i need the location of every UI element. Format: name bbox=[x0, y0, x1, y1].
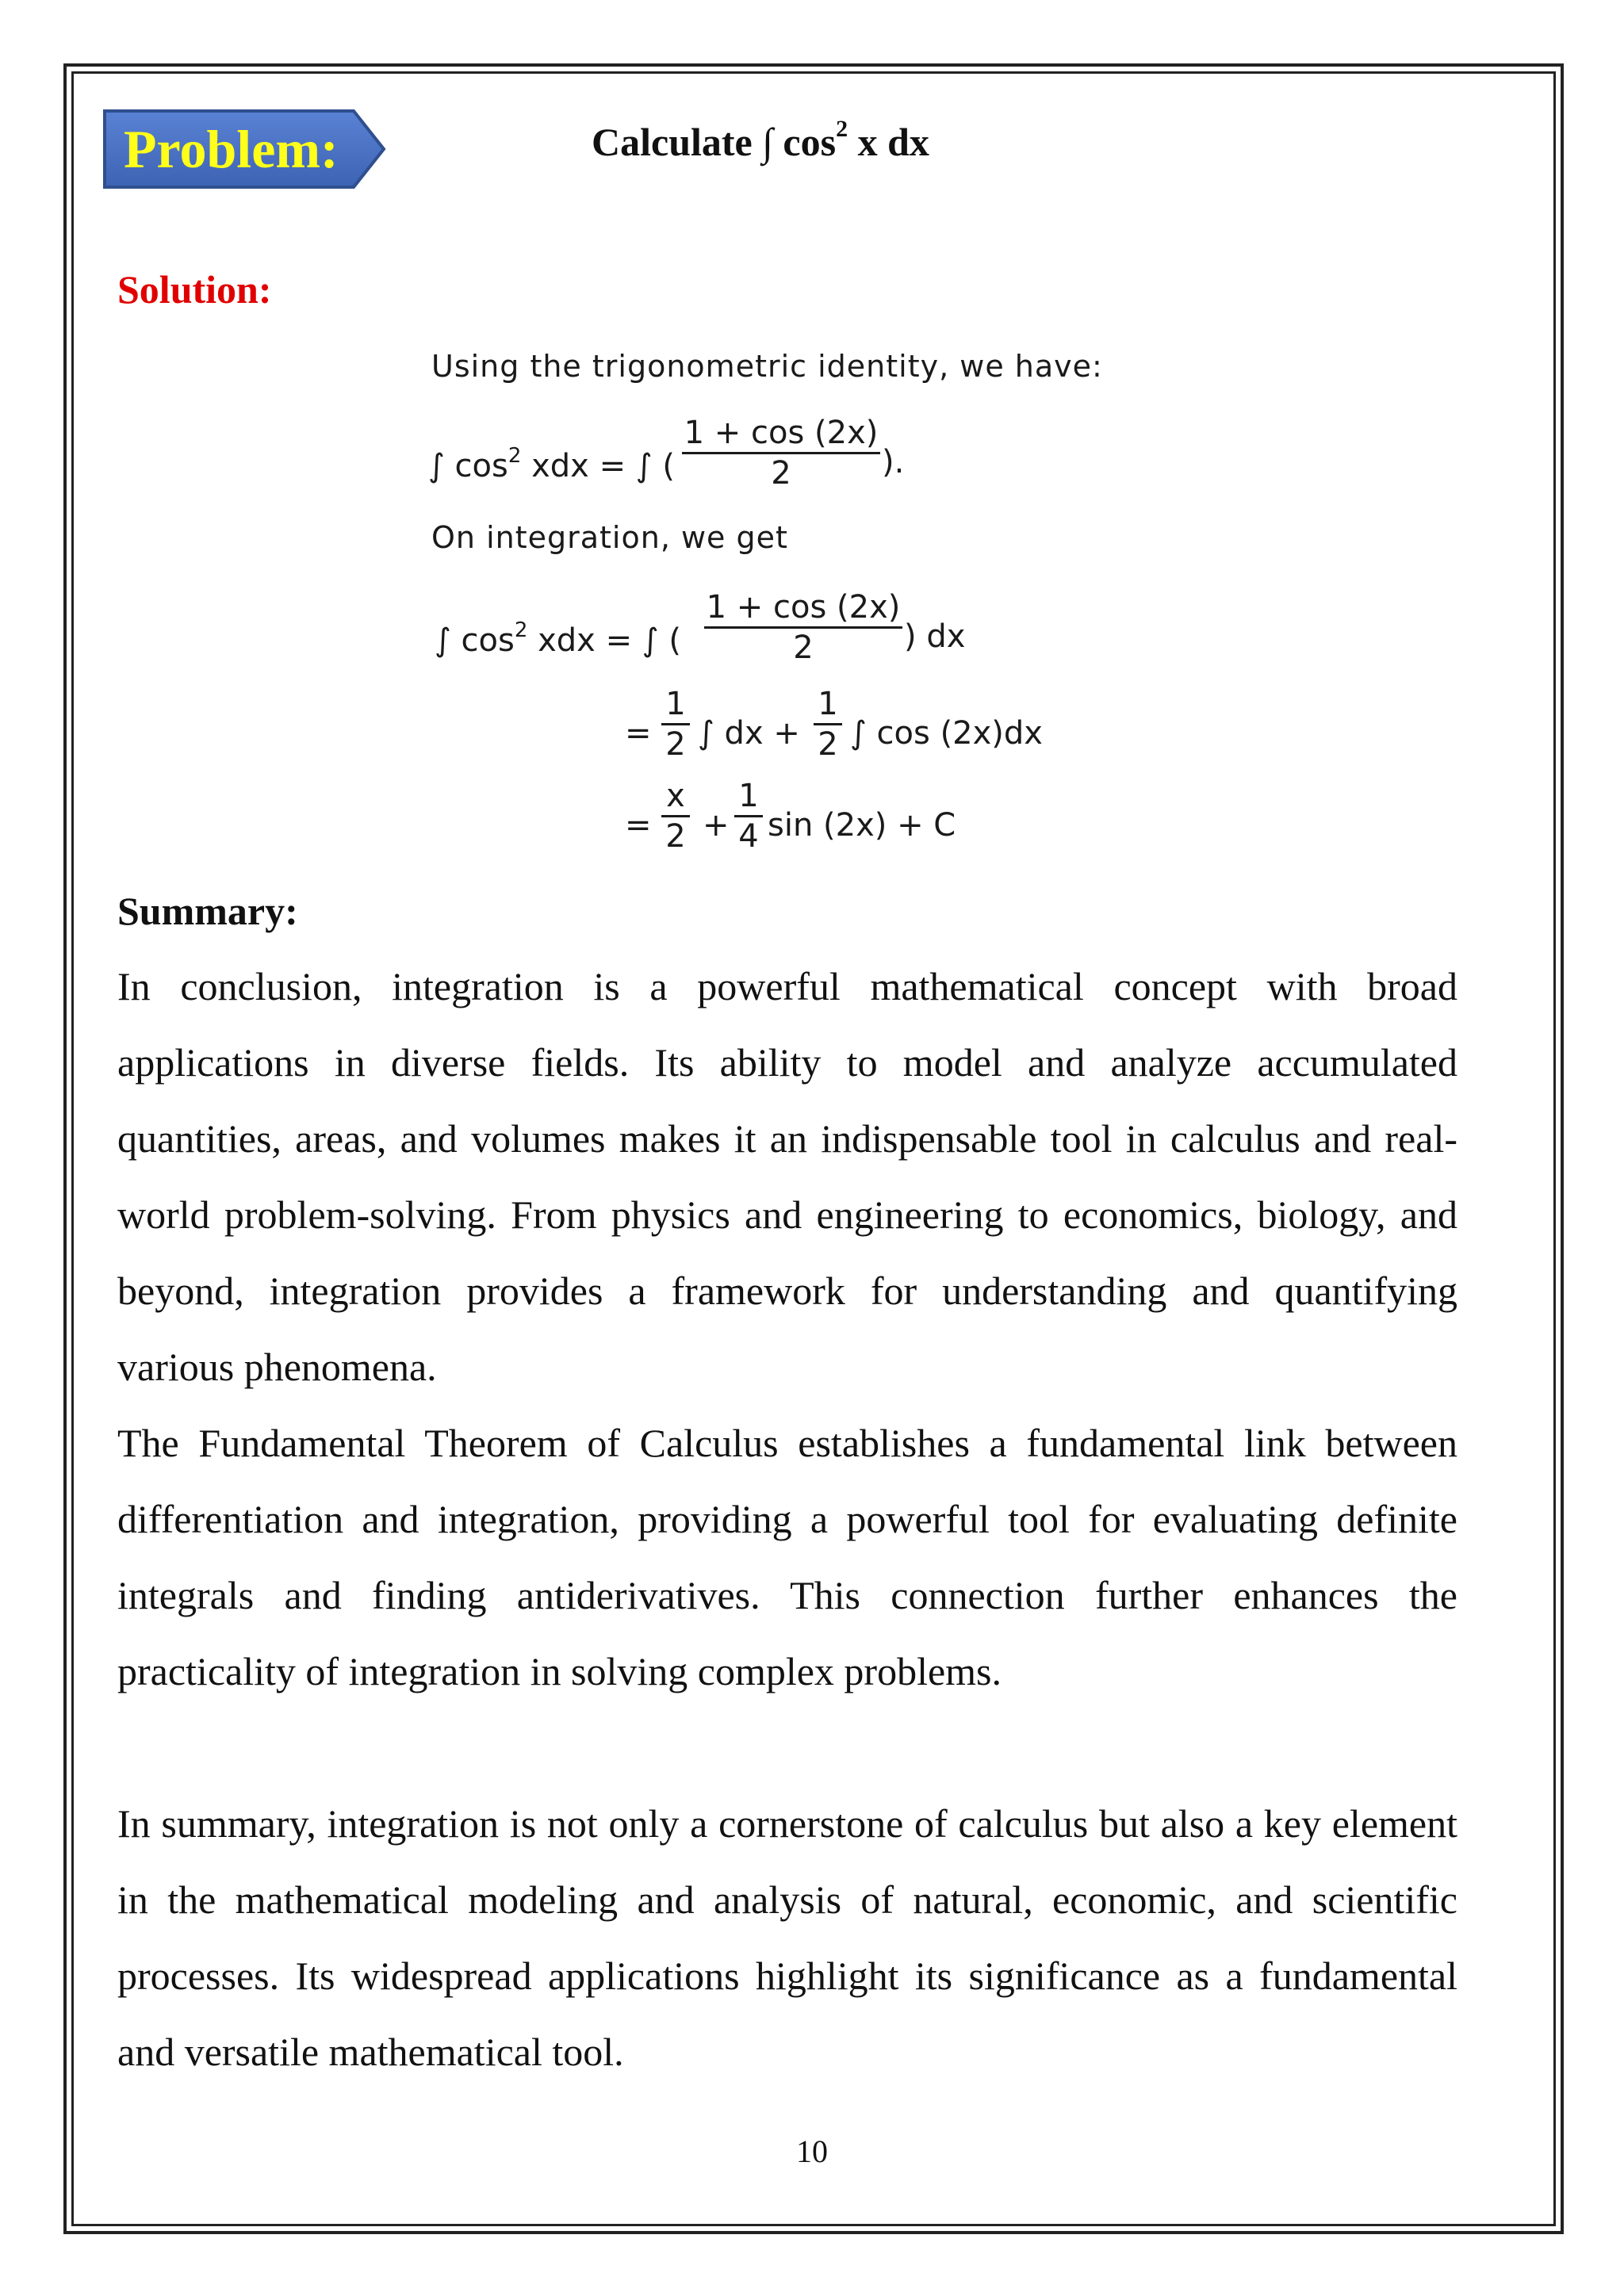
eq3-f1-numerator: 1 bbox=[665, 686, 686, 722]
eq1-lhs bbox=[428, 444, 675, 484]
eq2-lhs bbox=[435, 618, 681, 659]
eq4-tail: sin (2x) + C bbox=[768, 807, 956, 844]
summary-paragraph-3: In summary, integration is not only a cornerstone of calculus but also a key element in the mathematical modeling and analysis of natural, economic, and scientific processes. Its widespread applications highlight its significance as a fundamental and versatile mathematical tool. bbox=[117, 1801, 1457, 2074]
eq4-fraction-1 bbox=[661, 777, 690, 855]
on-integration-text: On integration, we get bbox=[431, 520, 788, 555]
eq2-denominator: 2 bbox=[793, 629, 814, 666]
eq3-f1-denominator: 2 bbox=[665, 726, 686, 763]
eq2-integral: ∫ cos bbox=[435, 622, 515, 659]
summary-paragraph-2: The Fundamental Theorem of Calculus establishes a fundamental link between differentiation and integration, providing a powerful tool for evaluating definite integrals and finding antiderivatives. This connection further enhances the practicality of integration in solving complex problems. bbox=[117, 1421, 1457, 1693]
identity-intro: Using the trigonometric identity, we have: bbox=[431, 349, 1103, 384]
problem-statement-prefix: Calculate ∫ cos bbox=[592, 120, 837, 164]
problem-statement-suffix: x dx bbox=[848, 120, 929, 164]
page-number: 10 bbox=[796, 2133, 828, 2169]
eq2-fraction bbox=[704, 588, 902, 667]
eq1-integral: ∫ cos bbox=[428, 448, 508, 484]
eq4-f2-numerator: 1 bbox=[738, 778, 759, 814]
problem-statement bbox=[592, 116, 929, 165]
eq1-denominator: 2 bbox=[771, 455, 791, 492]
eq4-f1-denominator: 2 bbox=[665, 818, 686, 855]
problem-exponent: 2 bbox=[836, 116, 848, 142]
summary-paragraph-1: In conclusion, integration is a powerful mathematical concept with broad applications in diverse fields. Its ability to model and analyze accumulated quantities, areas, and volumes makes it an indispensable tool in calculus and real-world problem-solving. From physics and engineering to economics, biology, and beyond, integration provides a framework for understanding and quantifying various phenomena. bbox=[117, 964, 1457, 1389]
eq3-f2-denominator: 2 bbox=[818, 726, 838, 763]
eq1-lhs-rest: xdx = ∫ ( bbox=[521, 448, 675, 484]
eq3-f2-numerator: 1 bbox=[818, 686, 838, 722]
eq3-middle: ∫ dx + bbox=[698, 715, 800, 752]
eq3-fraction-1 bbox=[661, 685, 690, 763]
eq1-numerator: 1 + cos (2x) bbox=[684, 415, 879, 451]
eq2-numerator: 1 + cos (2x) bbox=[706, 589, 901, 626]
eq2-exponent: 2 bbox=[514, 618, 528, 642]
eq1-tail: ). bbox=[882, 444, 905, 480]
eq2-tail: ) dx bbox=[904, 618, 966, 655]
eq3-tail: ∫ cos (2x)dx bbox=[850, 715, 1043, 752]
problem-badge bbox=[102, 108, 387, 190]
eq4-equals: = bbox=[625, 807, 652, 844]
solution-heading: Solution: bbox=[117, 267, 272, 312]
eq4-fraction-2 bbox=[734, 777, 763, 855]
eq1-exponent: 2 bbox=[508, 444, 522, 468]
eq2-lhs-rest: xdx = ∫ ( bbox=[527, 622, 681, 659]
summary-heading: Summary: bbox=[117, 889, 298, 933]
eq4-f1-numerator: x bbox=[666, 778, 685, 814]
eq4-f2-denominator: 4 bbox=[738, 818, 759, 855]
problem-badge-label: Problem: bbox=[124, 119, 339, 179]
eq1-fraction bbox=[682, 414, 880, 492]
eq4-plus: + bbox=[703, 807, 730, 844]
eq3-equals: = bbox=[625, 715, 652, 752]
eq3-fraction-2 bbox=[814, 685, 842, 763]
